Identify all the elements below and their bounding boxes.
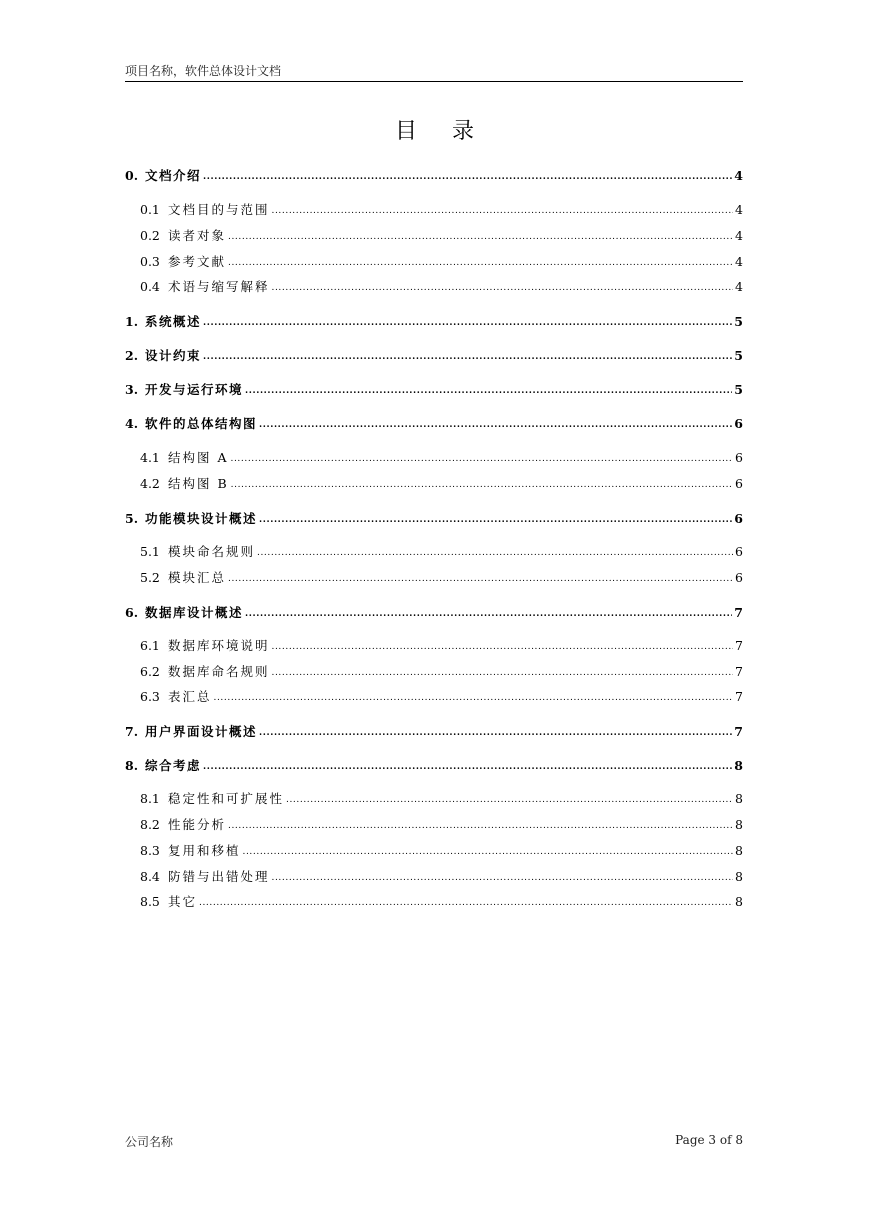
- toc-entry-0[interactable]: [125, 166, 743, 186]
- footer-page-number: Page 3 of 8: [675, 1133, 743, 1147]
- toc-dot-leader: [199, 891, 733, 913]
- toc-dot-leader: [203, 165, 732, 187]
- toc-entry-page: 8: [735, 817, 743, 832]
- header-divider: [125, 81, 743, 82]
- toc-entry-8-1[interactable]: [140, 789, 743, 809]
- toc-entry-number: 7.: [125, 724, 139, 739]
- toc-title: 目 录: [395, 119, 488, 144]
- toc-entry-label: 性能分析: [168, 817, 227, 832]
- toc-entry-label: 其它: [168, 894, 198, 909]
- toc-dot-leader: [259, 508, 732, 530]
- toc-entry-page: 4: [735, 202, 743, 217]
- toc-entry-number: 3.: [125, 382, 139, 397]
- toc-entry-number: 0.2: [140, 228, 160, 243]
- toc-dot-leader: [259, 721, 732, 743]
- toc-entry-label: 结构图 A: [168, 450, 229, 465]
- toc-entry-number: 8.: [125, 758, 139, 773]
- toc-entry-label: 术语与缩写解释: [168, 279, 270, 294]
- toc-entry-page: 6: [734, 416, 743, 431]
- toc-entry-page: 7: [735, 664, 743, 679]
- toc-entry-6[interactable]: [125, 603, 743, 623]
- toc-entry-6-2[interactable]: [140, 662, 743, 682]
- toc-entry-page: 5: [734, 314, 743, 329]
- toc-entry-number: 4.: [125, 416, 139, 431]
- toc-entry-label: 设计约束: [145, 348, 202, 363]
- toc-entry-label: 系统概述: [145, 314, 202, 329]
- toc-dot-leader: [231, 473, 733, 495]
- toc-dot-leader: [272, 199, 734, 221]
- toc-entry-page: 4: [735, 279, 743, 294]
- toc-entry-8-3[interactable]: [140, 841, 743, 861]
- toc-entry-number: 6.2: [140, 664, 160, 679]
- toc-entry-label: 表汇总: [168, 689, 212, 704]
- toc-entry-page: 8: [735, 894, 743, 909]
- toc-entry-page: 6: [735, 544, 743, 559]
- toc-entry-label: 防错与出错处理: [168, 869, 270, 884]
- toc-entry-4-1[interactable]: [140, 448, 743, 468]
- toc-entry-page: 6: [734, 511, 743, 526]
- toc-entry-label: 文档介绍: [145, 168, 202, 183]
- toc-entry-label: 数据库命名规则: [168, 664, 270, 679]
- toc-entry-number: 2.: [125, 348, 139, 363]
- toc-entry-label: 复用和移植: [168, 843, 241, 858]
- toc-entry-number: 4.1: [140, 450, 160, 465]
- toc-entry-number: 8.4: [140, 869, 160, 884]
- toc-entry-label: 结构图 B: [168, 476, 229, 491]
- toc-entry-number: 0.: [125, 168, 139, 183]
- toc-entry-page: 6: [735, 476, 743, 491]
- toc-entry-number: 5.1: [140, 544, 160, 559]
- toc-entry-0-1[interactable]: [140, 200, 743, 220]
- toc-dot-leader: [272, 661, 734, 683]
- toc-entry-number: 5.: [125, 511, 139, 526]
- toc-entry-0-2[interactable]: [140, 226, 743, 246]
- toc-dot-leader: [228, 251, 733, 273]
- toc-entry-7[interactable]: [125, 722, 743, 742]
- toc-entry-page: 8: [735, 791, 743, 806]
- toc-entry-label: 稳定性和可扩展性: [168, 791, 285, 806]
- toc-entry-number: 6.: [125, 605, 139, 620]
- toc-entry-page: 4: [734, 168, 743, 183]
- toc-entry-number: 0.4: [140, 279, 160, 294]
- toc-dot-leader: [203, 755, 732, 777]
- toc-entry-label: 开发与运行环境: [145, 382, 244, 397]
- toc-entry-5-1[interactable]: [140, 542, 743, 562]
- toc-entry-1[interactable]: [125, 312, 743, 332]
- toc-dot-leader: [272, 635, 734, 657]
- toc-entry-number: 6.1: [140, 638, 160, 653]
- toc-entry-number: 8.3: [140, 843, 160, 858]
- toc-dot-leader: [214, 686, 734, 708]
- toc-entry-label: 读者对象: [168, 228, 227, 243]
- toc-entry-number: 8.1: [140, 791, 160, 806]
- toc-entry-3[interactable]: [125, 380, 743, 400]
- toc-entry-label: 用户界面设计概述: [145, 724, 258, 739]
- toc-entry-page: 4: [735, 228, 743, 243]
- toc-dot-leader: [272, 866, 734, 888]
- toc-entry-0-3[interactable]: [140, 252, 743, 272]
- toc-entry-label: 文档目的与范围: [168, 202, 270, 217]
- toc-entry-number: 0.3: [140, 254, 160, 269]
- toc-entry-4-2[interactable]: [140, 474, 743, 494]
- toc-entry-label: 综合考虑: [145, 758, 202, 773]
- toc-entry-page: 8: [735, 869, 743, 884]
- toc-entry-page: 7: [734, 605, 743, 620]
- toc-dot-leader: [286, 788, 733, 810]
- toc-entry-label: 模块命名规则: [168, 544, 256, 559]
- toc-entry-0-4[interactable]: [140, 277, 743, 297]
- toc-entry-5[interactable]: [125, 509, 743, 529]
- toc-entry-number: 0.1: [140, 202, 160, 217]
- toc-dot-leader: [228, 225, 733, 247]
- toc-dot-leader: [243, 840, 734, 862]
- toc-entry-6-3[interactable]: [140, 687, 743, 707]
- toc-dot-leader: [272, 276, 734, 298]
- toc-dot-leader: [203, 345, 732, 367]
- toc-entry-8-2[interactable]: [140, 815, 743, 835]
- toc-entry-page: 5: [734, 382, 743, 397]
- toc-entry-number: 6.3: [140, 689, 160, 704]
- toc-dot-leader: [259, 413, 732, 435]
- toc-entry-label: 数据库设计概述: [145, 605, 244, 620]
- toc-entry-page: 7: [735, 638, 743, 653]
- toc-entry-8-5[interactable]: [140, 892, 743, 912]
- toc-entry-page: 6: [735, 570, 743, 585]
- toc-dot-leader: [231, 447, 734, 469]
- toc-entry-page: 6: [735, 450, 743, 465]
- toc-dot-leader: [245, 379, 732, 401]
- toc-entry-number: 8.2: [140, 817, 160, 832]
- toc-entry-5-2[interactable]: [140, 568, 743, 588]
- toc-entry-page: 8: [735, 843, 743, 858]
- toc-dot-leader: [245, 602, 732, 624]
- toc-dot-leader: [228, 567, 733, 589]
- toc-dot-leader: [257, 541, 733, 563]
- toc-entry-page: 4: [735, 254, 743, 269]
- footer-company-name: 公司名称: [125, 1135, 174, 1149]
- toc-entry-4[interactable]: [125, 414, 743, 434]
- toc-entry-label: 模块汇总: [168, 570, 227, 585]
- toc-entry-2[interactable]: [125, 346, 743, 366]
- toc-entry-label: 功能模块设计概述: [145, 511, 258, 526]
- toc-entry-6-1[interactable]: [140, 636, 743, 656]
- toc-entry-8-4[interactable]: [140, 867, 743, 887]
- page-header-text: 项目名称，软件总体设计文档: [125, 64, 282, 78]
- toc-entry-8[interactable]: [125, 756, 743, 776]
- toc-entry-label: 软件的总体结构图: [145, 416, 258, 431]
- toc-entry-page: 7: [735, 689, 743, 704]
- toc-entry-number: 4.2: [140, 476, 160, 491]
- toc-dot-leader: [203, 311, 732, 333]
- toc-entry-page: 7: [734, 724, 743, 739]
- toc-entry-number: 8.5: [140, 894, 160, 909]
- toc-dot-leader: [228, 814, 733, 836]
- toc-entry-label: 参考文献: [168, 254, 227, 269]
- toc-entry-page: 5: [734, 348, 743, 363]
- toc-entry-number: 1.: [125, 314, 139, 329]
- toc-entry-page: 8: [734, 758, 743, 773]
- toc-entry-number: 5.2: [140, 570, 160, 585]
- toc-entry-label: 数据库环境说明: [168, 638, 270, 653]
